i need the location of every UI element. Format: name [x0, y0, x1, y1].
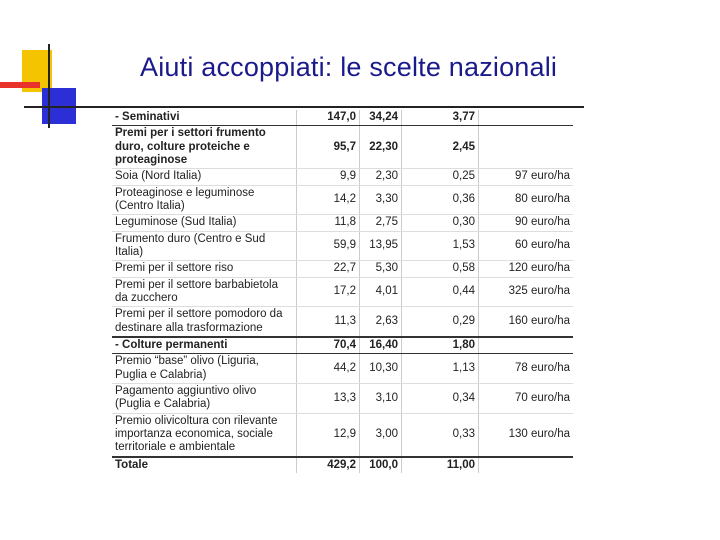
percent-cell: 34,24: [360, 110, 402, 126]
share-cell: 0,34: [402, 383, 479, 413]
amount-cell: 11,8: [297, 215, 360, 231]
table-row: [112, 413, 573, 456]
percent-cell: 5,30: [360, 261, 402, 277]
percent-cell: 3,30: [360, 185, 402, 215]
rate-cell: 60 euro/ha: [479, 231, 574, 261]
share-cell: 3,77: [402, 110, 479, 126]
table-row: [112, 261, 573, 277]
rate-cell: 90 euro/ha: [479, 215, 574, 231]
row-label: Soia (Nord Italia): [112, 169, 297, 185]
row-label: Premi per i settori frumento duro, colture proteiche e proteaginose: [112, 126, 297, 169]
amount-cell: 22,7: [297, 261, 360, 277]
row-label: Premio olivicoltura con rilevante importanza economica, sociale territoriale e ambientale: [112, 413, 297, 456]
row-label: - Seminativi: [112, 110, 297, 126]
rate-cell: 325 euro/ha: [479, 277, 574, 307]
percent-cell: 16,40: [360, 337, 402, 354]
table-row: [112, 457, 573, 473]
share-cell: 0,25: [402, 169, 479, 185]
percent-cell: 22,30: [360, 126, 402, 169]
table-row: [112, 383, 573, 413]
percent-cell: 10,30: [360, 354, 402, 384]
row-label: Premio “base” olivo (Liguria, Puglia e Calabria): [112, 354, 297, 384]
amount-cell: 12,9: [297, 413, 360, 456]
share-cell: 0,44: [402, 277, 479, 307]
amount-cell: 70,4: [297, 337, 360, 354]
table-row: [112, 169, 573, 185]
table-container: [112, 110, 573, 473]
rate-cell: 80 euro/ha: [479, 185, 574, 215]
amount-cell: 147,0: [297, 110, 360, 126]
amount-cell: 44,2: [297, 354, 360, 384]
share-cell: 2,45: [402, 126, 479, 169]
rate-cell: [479, 337, 574, 354]
amount-cell: 59,9: [297, 231, 360, 261]
share-cell: 0,29: [402, 307, 479, 337]
rate-cell: 120 euro/ha: [479, 261, 574, 277]
table-row: [112, 110, 573, 126]
share-cell: 1,80: [402, 337, 479, 354]
rate-cell: 70 euro/ha: [479, 383, 574, 413]
table-row: [112, 277, 573, 307]
table-body: [112, 110, 573, 473]
row-label: Totale: [112, 457, 297, 473]
amount-cell: 9,9: [297, 169, 360, 185]
table-row: [112, 354, 573, 384]
rate-cell: [479, 110, 574, 126]
table-row: [112, 337, 573, 354]
table-row: [112, 307, 573, 337]
share-cell: 0,58: [402, 261, 479, 277]
table-row: [112, 126, 573, 169]
row-label: Premi per il settore pomodoro da destinare alla trasformazione: [112, 307, 297, 337]
row-label: - Colture permanenti: [112, 337, 297, 354]
percent-cell: 13,95: [360, 231, 402, 261]
amount-cell: 11,3: [297, 307, 360, 337]
row-label: Pagamento aggiuntivo olivo (Puglia e Calabria): [112, 383, 297, 413]
amount-cell: 14,2: [297, 185, 360, 215]
decor-vertical-line: [48, 44, 50, 128]
rate-cell: 97 euro/ha: [479, 169, 574, 185]
amount-cell: 95,7: [297, 126, 360, 169]
decor-horizontal-line: [24, 106, 584, 108]
coupled-aid-table: [112, 110, 573, 473]
share-cell: 1,53: [402, 231, 479, 261]
percent-cell: 3,00: [360, 413, 402, 456]
row-label: Leguminose (Sud Italia): [112, 215, 297, 231]
rate-cell: [479, 126, 574, 169]
rate-cell: [479, 457, 574, 473]
table-row: [112, 185, 573, 215]
amount-cell: 429,2: [297, 457, 360, 473]
table-row: [112, 231, 573, 261]
share-cell: 0,33: [402, 413, 479, 456]
table-row: [112, 215, 573, 231]
share-cell: 0,36: [402, 185, 479, 215]
percent-cell: 4,01: [360, 277, 402, 307]
percent-cell: 2,30: [360, 169, 402, 185]
amount-cell: 13,3: [297, 383, 360, 413]
share-cell: 11,00: [402, 457, 479, 473]
rate-cell: 78 euro/ha: [479, 354, 574, 384]
percent-cell: 3,10: [360, 383, 402, 413]
row-label: Frumento duro (Centro e Sud Italia): [112, 231, 297, 261]
slide-title: Aiuti accoppiati: le scelte nazionali: [140, 52, 558, 82]
rate-cell: 130 euro/ha: [479, 413, 574, 456]
rate-cell: 160 euro/ha: [479, 307, 574, 337]
share-cell: 1,13: [402, 354, 479, 384]
row-label: Premi per il settore barbabietola da zucchero: [112, 277, 297, 307]
decor-red-bar: [0, 82, 40, 88]
percent-cell: 2,63: [360, 307, 402, 337]
row-label: Proteaginose e leguminose (Centro Italia): [112, 185, 297, 215]
share-cell: 0,30: [402, 215, 479, 231]
percent-cell: 100,0: [360, 457, 402, 473]
percent-cell: 2,75: [360, 215, 402, 231]
amount-cell: 17,2: [297, 277, 360, 307]
row-label: Premi per il settore riso: [112, 261, 297, 277]
